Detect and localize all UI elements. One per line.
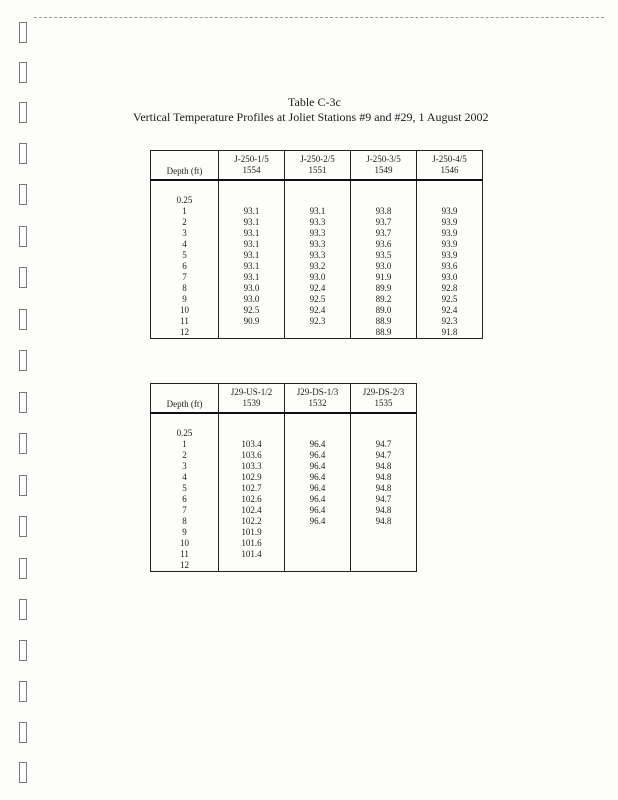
temperature-cell: 94.8 — [351, 483, 417, 494]
time-label: 1539 — [242, 398, 261, 408]
temperature-cell — [219, 428, 285, 439]
temperature-cell: 93.3 — [285, 217, 351, 228]
temperature-cell — [219, 560, 285, 572]
temperature-cell: 92.4 — [417, 305, 483, 316]
table-row — [151, 494, 417, 505]
depth-cell: 4 — [151, 472, 219, 483]
table-row — [151, 560, 417, 572]
table-header-row — [151, 151, 483, 181]
temperature-cell: 102.4 — [219, 505, 285, 516]
spacer-row — [151, 413, 417, 428]
table-row — [151, 549, 417, 560]
table-row — [151, 305, 483, 316]
station-label: J29-DS-1/3 — [296, 387, 339, 397]
temperature-cell: 93.3 — [285, 228, 351, 239]
temperature-cell — [219, 327, 285, 339]
table-row — [151, 483, 417, 494]
temperature-cell: 92.3 — [285, 316, 351, 327]
punch-hole — [19, 350, 27, 371]
table-row — [151, 516, 417, 527]
temperature-cell: 92.8 — [417, 283, 483, 294]
table-row — [151, 527, 417, 538]
temperature-cell: 88.9 — [351, 327, 417, 339]
punch-hole — [19, 640, 27, 661]
table-row — [151, 538, 417, 549]
temperature-cell: 93.9 — [417, 250, 483, 261]
temperature-table-station-9 — [150, 150, 483, 339]
temperature-cell — [351, 527, 417, 538]
temperature-cell: 94.8 — [351, 516, 417, 527]
depth-cell: 4 — [151, 239, 219, 250]
temperature-cell — [351, 549, 417, 560]
temperature-cell: 93.0 — [351, 261, 417, 272]
column-header — [219, 151, 285, 181]
temperature-cell: 103.4 — [219, 439, 285, 450]
punch-hole — [19, 267, 27, 288]
column-header — [219, 384, 285, 414]
temperature-cell: 92.3 — [417, 316, 483, 327]
temperature-cell: 96.4 — [285, 483, 351, 494]
temperature-cell: 89.0 — [351, 305, 417, 316]
depth-cell: 7 — [151, 272, 219, 283]
temperature-cell — [285, 327, 351, 339]
punch-hole — [19, 762, 27, 783]
temperature-cell — [351, 428, 417, 439]
punch-hole — [19, 184, 27, 205]
temperature-cell: 93.1 — [219, 206, 285, 217]
table-row — [151, 206, 483, 217]
column-header — [285, 151, 351, 181]
time-label: 1535 — [374, 398, 393, 408]
table-row — [151, 450, 417, 461]
temperature-cell: 89.9 — [351, 283, 417, 294]
depth-cell: 12 — [151, 327, 219, 339]
punch-hole — [19, 433, 27, 454]
column-header — [351, 151, 417, 181]
temperature-cell — [219, 195, 285, 206]
temperature-cell — [351, 538, 417, 549]
table-row — [151, 228, 483, 239]
temperature-cell: 93.9 — [417, 228, 483, 239]
temperature-cell: 90.9 — [219, 316, 285, 327]
punch-hole — [19, 475, 27, 496]
table-row — [151, 327, 483, 339]
station-label: J-250-2/5 — [300, 154, 335, 164]
temperature-cell — [351, 195, 417, 206]
punch-hole — [19, 143, 27, 164]
temperature-cell: 93.1 — [285, 206, 351, 217]
temperature-cell: 96.4 — [285, 439, 351, 450]
table-row — [151, 195, 483, 206]
temperature-cell: 102.9 — [219, 472, 285, 483]
depth-cell: 3 — [151, 228, 219, 239]
depth-cell: 6 — [151, 494, 219, 505]
temperature-cell: 92.4 — [285, 283, 351, 294]
table-row — [151, 461, 417, 472]
temperature-cell: 88.9 — [351, 316, 417, 327]
temperature-cell: 93.8 — [351, 206, 417, 217]
temperature-cell: 92.5 — [417, 294, 483, 305]
temperature-cell: 102.7 — [219, 483, 285, 494]
depth-cell: 7 — [151, 505, 219, 516]
temperature-cell — [285, 428, 351, 439]
column-header — [285, 384, 351, 414]
depth-cell: 6 — [151, 261, 219, 272]
depth-cell: 0.25 — [151, 195, 219, 206]
depth-cell: 2 — [151, 450, 219, 461]
temperature-cell: 102.6 — [219, 494, 285, 505]
punch-hole — [19, 558, 27, 579]
station-label: J-250-4/5 — [432, 154, 467, 164]
temperature-cell — [285, 195, 351, 206]
punch-hole — [19, 62, 27, 83]
time-label: 1532 — [308, 398, 327, 408]
table-row — [151, 439, 417, 450]
punch-hole — [19, 226, 27, 247]
table-row — [151, 239, 483, 250]
temperature-cell: 93.1 — [219, 228, 285, 239]
table-row — [151, 428, 417, 439]
temperature-cell: 89.2 — [351, 294, 417, 305]
temperature-cell: 92.5 — [219, 305, 285, 316]
temperature-cell: 93.0 — [219, 283, 285, 294]
temperature-cell: 94.7 — [351, 439, 417, 450]
temperature-cell: 93.2 — [285, 261, 351, 272]
depth-cell: 8 — [151, 283, 219, 294]
punch-hole — [19, 516, 27, 537]
table-row — [151, 505, 417, 516]
temperature-cell: 93.1 — [219, 239, 285, 250]
depth-cell: 10 — [151, 538, 219, 549]
table-row — [151, 283, 483, 294]
depth-cell: 5 — [151, 483, 219, 494]
temperature-cell: 93.6 — [417, 261, 483, 272]
table-header-row — [151, 384, 417, 414]
temperature-cell: 101.6 — [219, 538, 285, 549]
temperature-cell: 102.2 — [219, 516, 285, 527]
depth-cell: 10 — [151, 305, 219, 316]
depth-cell: 0.25 — [151, 428, 219, 439]
depth-header: Depth (ft) — [151, 384, 219, 414]
depth-cell: 2 — [151, 217, 219, 228]
temperature-cell — [285, 560, 351, 572]
temperature-cell: 94.8 — [351, 472, 417, 483]
temperature-cell — [285, 527, 351, 538]
column-header — [417, 151, 483, 181]
temperature-cell — [351, 560, 417, 572]
table-row — [151, 250, 483, 261]
temperature-cell: 93.9 — [417, 239, 483, 250]
time-label: 1554 — [242, 165, 261, 175]
temperature-cell: 93.7 — [351, 228, 417, 239]
table-row — [151, 316, 483, 327]
scan-top-edge-line — [34, 17, 604, 18]
temperature-cell: 103.3 — [219, 461, 285, 472]
spacer-row — [151, 180, 483, 195]
temperature-cell — [417, 195, 483, 206]
temperature-cell: 101.4 — [219, 549, 285, 560]
temperature-cell: 93.3 — [285, 239, 351, 250]
temperature-cell — [285, 549, 351, 560]
temperature-cell: 96.4 — [285, 472, 351, 483]
temperature-cell: 103.6 — [219, 450, 285, 461]
depth-cell: 1 — [151, 439, 219, 450]
punch-hole — [19, 309, 27, 330]
time-label: 1551 — [308, 165, 327, 175]
temperature-cell: 93.0 — [285, 272, 351, 283]
temperature-cell: 94.8 — [351, 505, 417, 516]
depth-cell: 11 — [151, 316, 219, 327]
temperature-table-station-29 — [150, 383, 417, 572]
depth-cell: 8 — [151, 516, 219, 527]
time-label: 1546 — [440, 165, 459, 175]
table-caption: Vertical Temperature Profiles at Joliet Stations #9 and #29, 1 August 2002 — [133, 110, 489, 124]
temperature-cell: 93.5 — [351, 250, 417, 261]
punch-hole — [19, 681, 27, 702]
temperature-cell: 93.0 — [417, 272, 483, 283]
temperature-cell — [285, 538, 351, 549]
binder-punch-holes — [0, 0, 40, 800]
table-row — [151, 294, 483, 305]
punch-hole — [19, 722, 27, 743]
table-row — [151, 261, 483, 272]
depth-header: Depth (ft) — [151, 151, 219, 181]
table-row — [151, 472, 417, 483]
temperature-cell: 93.1 — [219, 250, 285, 261]
temperature-cell: 96.4 — [285, 494, 351, 505]
station-label: J-250-3/5 — [366, 154, 401, 164]
temperature-cell: 93.3 — [285, 250, 351, 261]
temperature-cell: 94.7 — [351, 450, 417, 461]
punch-hole — [19, 22, 27, 43]
punch-hole — [19, 102, 27, 123]
temperature-cell: 93.6 — [351, 239, 417, 250]
temperature-cell: 93.1 — [219, 217, 285, 228]
column-header — [351, 384, 417, 414]
temperature-cell: 92.5 — [285, 294, 351, 305]
table-row — [151, 217, 483, 228]
temperature-cell: 93.0 — [219, 294, 285, 305]
temperature-cell: 93.9 — [417, 206, 483, 217]
depth-cell: 11 — [151, 549, 219, 560]
temperature-cell: 93.1 — [219, 261, 285, 272]
depth-cell: 12 — [151, 560, 219, 572]
temperature-cell: 93.9 — [417, 217, 483, 228]
temperature-cell: 101.9 — [219, 527, 285, 538]
temperature-cell: 94.7 — [351, 494, 417, 505]
temperature-cell: 93.1 — [219, 272, 285, 283]
temperature-cell: 92.4 — [285, 305, 351, 316]
depth-cell: 9 — [151, 527, 219, 538]
temperature-cell: 96.4 — [285, 516, 351, 527]
station-label: J29-DS-2/3 — [362, 387, 405, 397]
depth-cell: 5 — [151, 250, 219, 261]
table-row — [151, 272, 483, 283]
punch-hole — [19, 392, 27, 413]
temperature-cell: 93.7 — [351, 217, 417, 228]
temperature-cell: 91.9 — [351, 272, 417, 283]
station-label: J29-US-1/2 — [230, 387, 273, 397]
temperature-cell: 94.8 — [351, 461, 417, 472]
station-label: J-250-1/5 — [234, 154, 269, 164]
punch-hole — [19, 599, 27, 620]
depth-cell: 3 — [151, 461, 219, 472]
time-label: 1549 — [374, 165, 393, 175]
depth-cell: 9 — [151, 294, 219, 305]
depth-cell: 1 — [151, 206, 219, 217]
temperature-cell: 96.4 — [285, 461, 351, 472]
temperature-cell: 96.4 — [285, 450, 351, 461]
table-id: Table C-3c — [288, 95, 341, 109]
temperature-cell: 96.4 — [285, 505, 351, 516]
temperature-cell: 91.8 — [417, 327, 483, 339]
